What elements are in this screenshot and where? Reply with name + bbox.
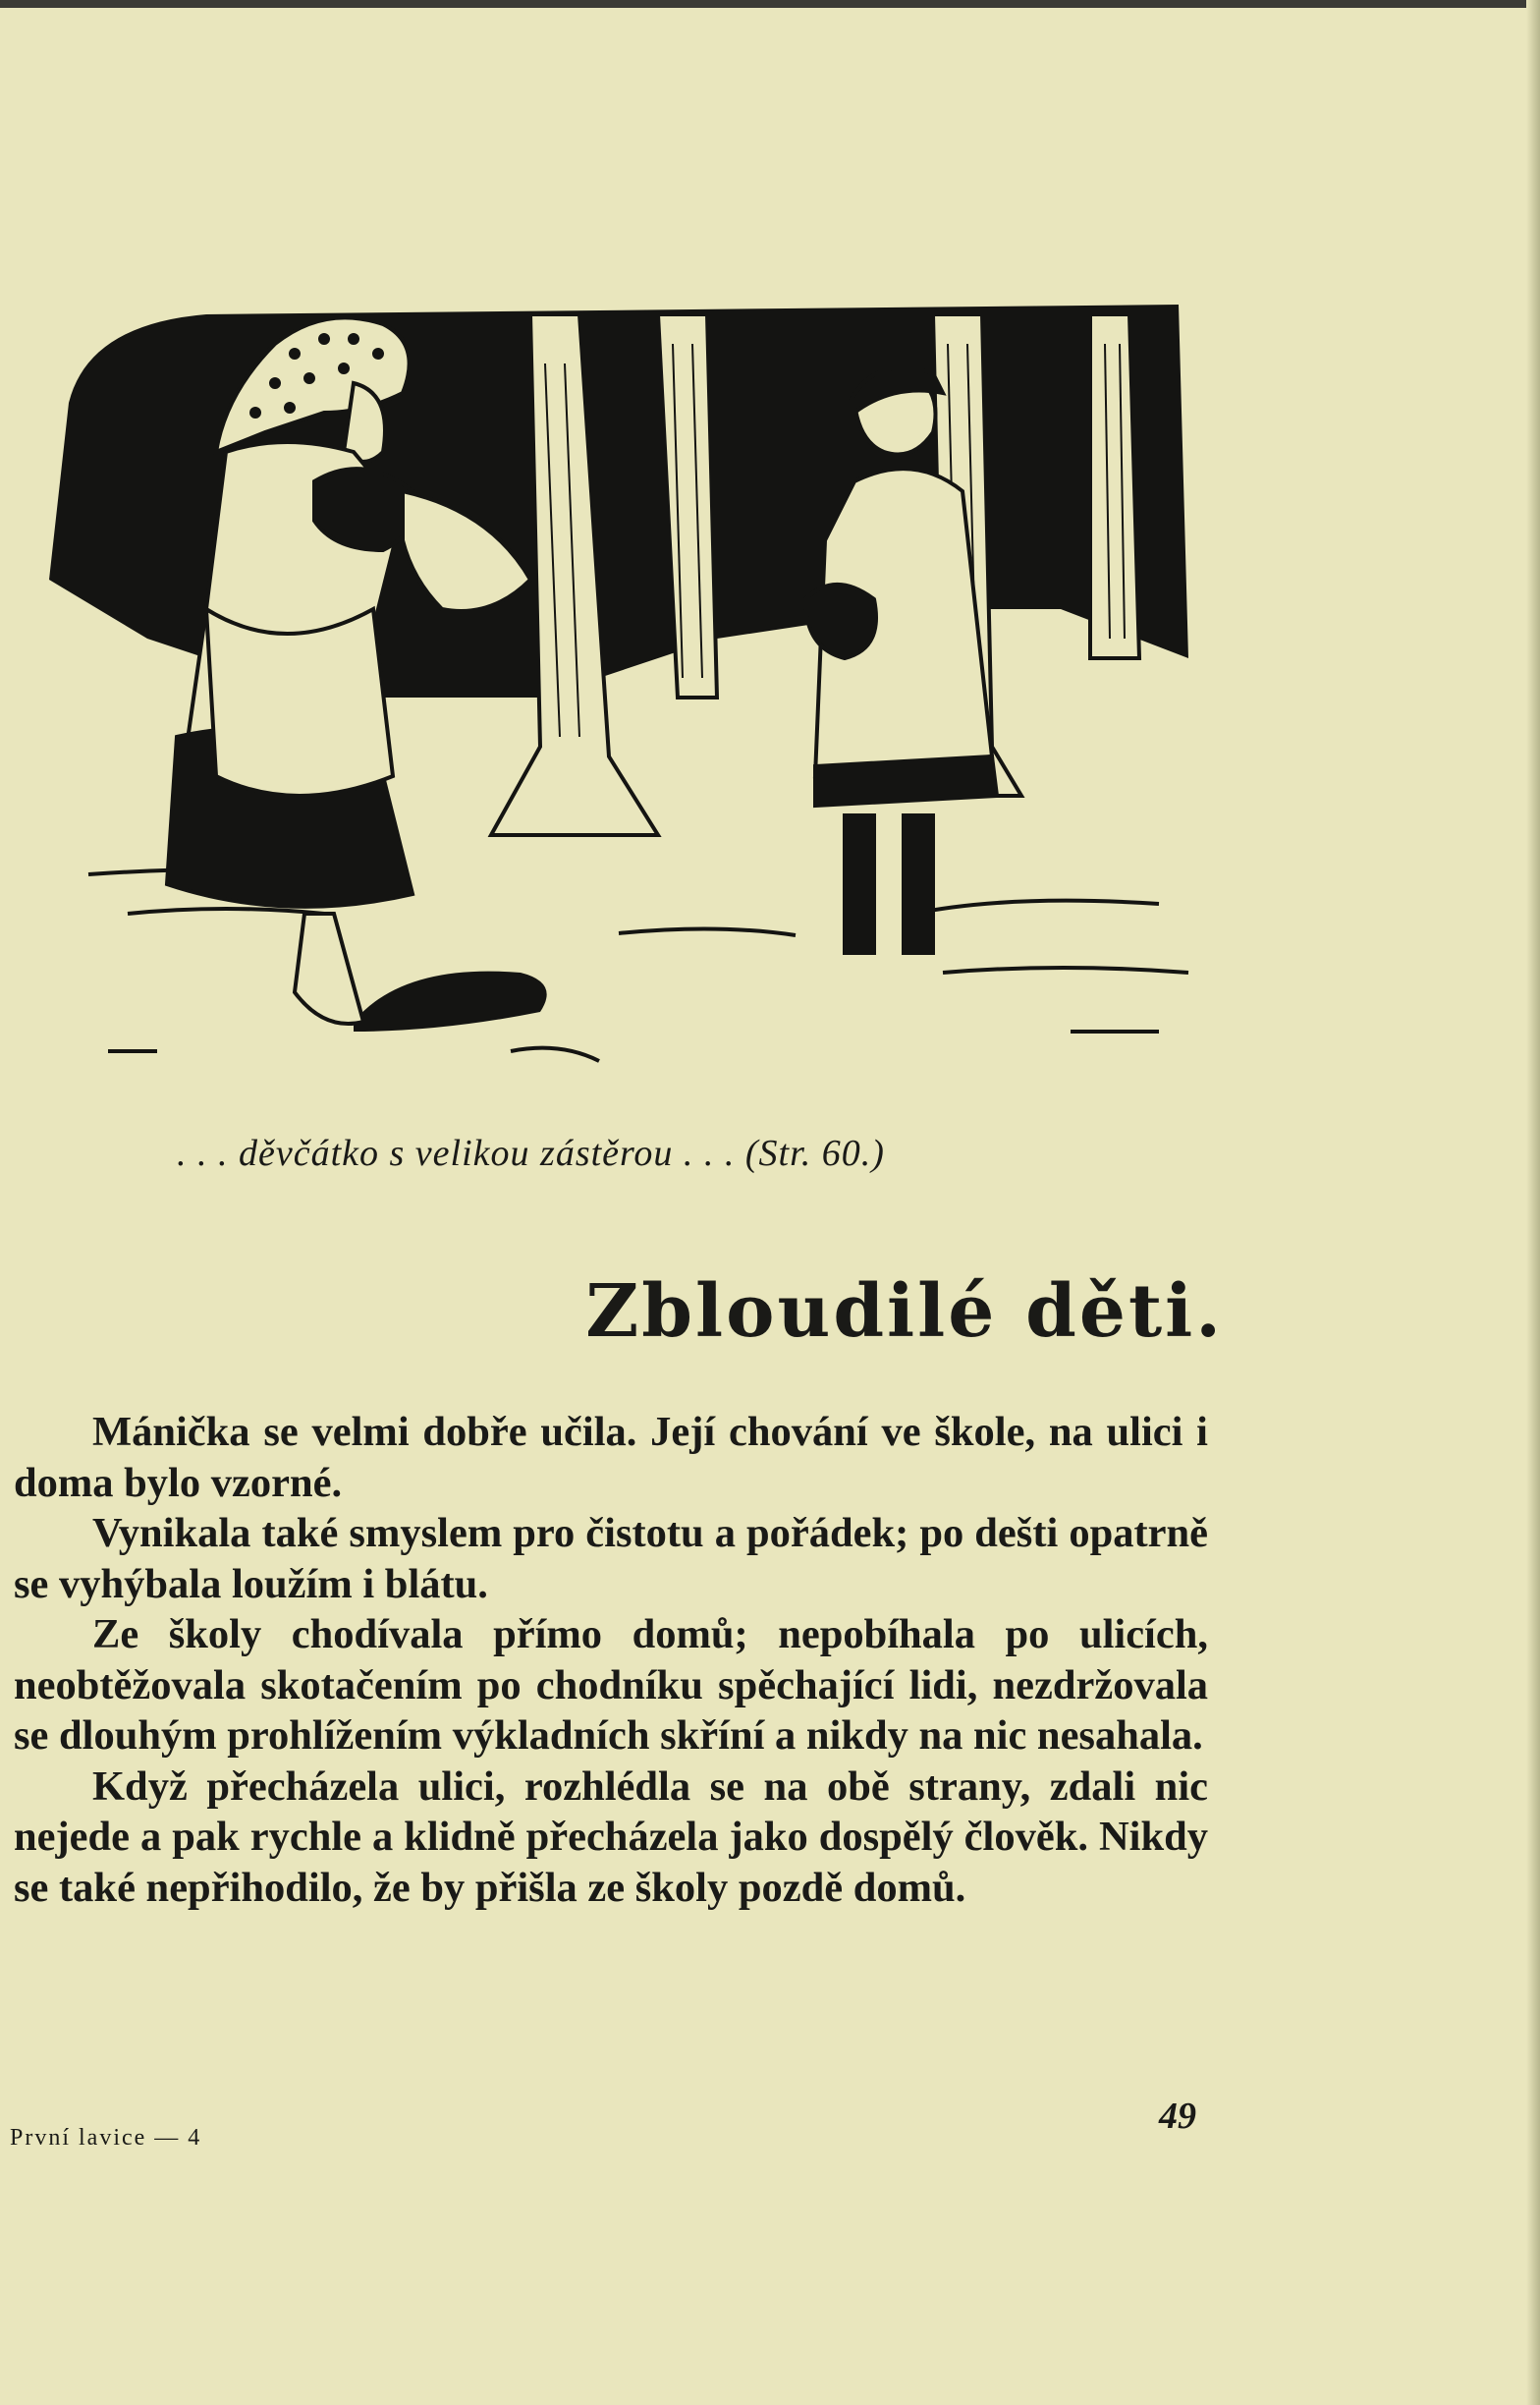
page-right-edge [1526,0,1540,2405]
forest-illustration [29,285,1218,1120]
paragraph: Vynikala také smyslem pro čistotu a pořádek; po dešti opatrně se vyhýbala loužím i blátu. [14,1510,1208,1607]
signature-mark: První lavice — 4 [10,2125,202,2151]
chapter-body [14,1407,1208,1913]
paragraph: Mánička se velmi dobře učila. Její chování ve škole, na ulici i doma bylo vzorné. [14,1409,1208,1506]
chapter-title: Zbloudilé děti. [585,1269,1224,1354]
illustration-caption: . . . děvčátko s velikou zástěrou . . . (Str. 60.) [177,1133,885,1174]
girl-shadow [354,972,547,1032]
page-number: 49 [1159,2096,1196,2137]
page-top-edge [0,0,1540,8]
paragraph: Ze školy chodívala přímo domů; nepobíhala po ulicích, neobtěžovala skotačením po chodníku spěchající lidi, nezdržovala se dlouhým prohlížením výkladních skříní a nikdy na nic nesahala. [14,1611,1208,1759]
paragraph: Když přecházela ulici, rozhlédla se na obě strany, zdali nic nejede a pak rychle a klidně přecházela jako dospělý člověk. Nikdy se také nepřihodilo, že by přišla ze školy pozdě domů. [14,1762,1208,1911]
